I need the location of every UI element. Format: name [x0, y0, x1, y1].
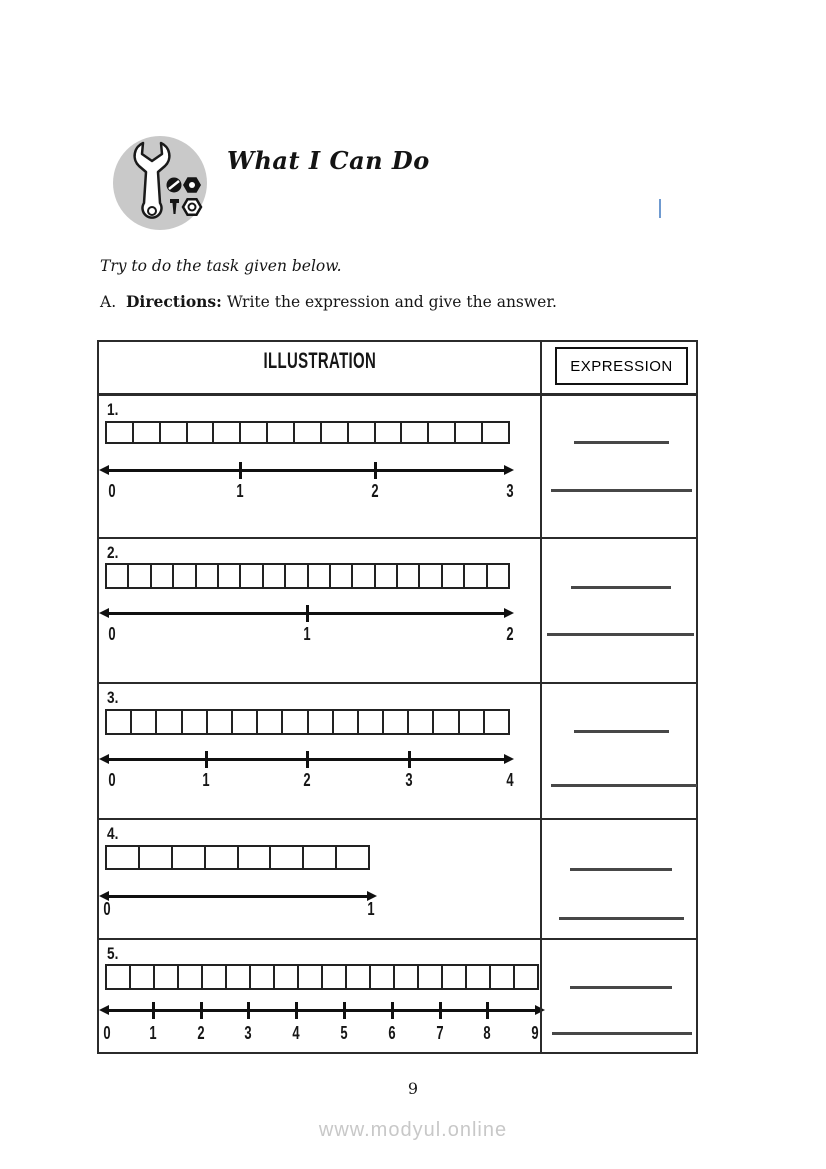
- strip-cell: [174, 565, 196, 587]
- strip-cell: [157, 711, 182, 733]
- strip-cell: [443, 565, 465, 587]
- strip-cell: [107, 966, 131, 988]
- strip-cell: [334, 711, 359, 733]
- column-divider: [540, 342, 542, 1052]
- tick-label: 8: [483, 1023, 491, 1043]
- strip-cell: [241, 423, 268, 442]
- tick-label: 2: [197, 1023, 205, 1043]
- number-line: [107, 1009, 537, 1012]
- strip-cell: [395, 966, 419, 988]
- strip-cell: [131, 966, 155, 988]
- tick-label: 0: [108, 770, 116, 790]
- arrow-right-icon: [504, 754, 514, 764]
- row-number: 5.: [107, 944, 119, 963]
- tick-label: 2: [303, 770, 311, 790]
- strip-cell: [295, 423, 322, 442]
- number-line: [107, 895, 369, 898]
- strip-cell: [323, 966, 347, 988]
- strip-cell: [515, 966, 537, 988]
- strip-cell: [275, 966, 299, 988]
- strip-cell: [309, 565, 331, 587]
- strip-cell: [132, 711, 157, 733]
- strip-cell: [347, 966, 371, 988]
- strip-cell: [456, 423, 483, 442]
- answer-blank: [574, 730, 669, 733]
- tick-mark: [306, 751, 309, 768]
- tick-mark: [247, 1002, 250, 1019]
- strip-cell: [398, 565, 420, 587]
- table-rows: [99, 396, 696, 1056]
- arrow-left-icon: [99, 608, 109, 618]
- fraction-strip: [105, 964, 539, 990]
- strip-cell: [322, 423, 349, 442]
- tick-label: 1: [236, 481, 244, 501]
- strip-cell: [353, 565, 375, 587]
- strip-cell: [429, 423, 456, 442]
- strip-cell: [161, 423, 188, 442]
- row-number: 1.: [107, 400, 119, 419]
- tick-label: 5: [340, 1023, 348, 1043]
- strip-cell: [155, 966, 179, 988]
- directions-text: Write the expression and give the answer.: [221, 293, 557, 311]
- strip-cell: [107, 847, 140, 868]
- fraction-strip: [105, 845, 370, 870]
- strip-cell: [331, 565, 353, 587]
- tick-label: 2: [506, 624, 514, 644]
- strip-cell: [491, 966, 515, 988]
- tick-label: 3: [506, 481, 514, 501]
- strip-cell: [208, 711, 233, 733]
- tick-label: 6: [388, 1023, 396, 1043]
- strip-cell: [286, 565, 308, 587]
- arrow-left-icon: [99, 1005, 109, 1015]
- fraction-strip: [105, 421, 510, 444]
- arrow-right-icon: [504, 465, 514, 475]
- strip-cell: [134, 423, 161, 442]
- arrow-left-icon: [99, 754, 109, 764]
- strip-cell: [419, 966, 443, 988]
- tick-label: 0: [103, 1023, 111, 1043]
- strip-cell: [485, 711, 508, 733]
- directions-prefix: A.: [100, 293, 117, 311]
- number-line: [107, 469, 506, 472]
- tick-label: 0: [108, 481, 116, 501]
- fraction-strip: [105, 709, 510, 735]
- strip-cell: [258, 711, 283, 733]
- strip-cell: [349, 423, 376, 442]
- tick-mark: [306, 605, 309, 622]
- strip-cell: [140, 847, 173, 868]
- wrench-and-nuts-icon: [112, 135, 208, 231]
- row-number: 2.: [107, 543, 119, 562]
- tick-label: 2: [371, 481, 379, 501]
- strip-cell: [376, 423, 403, 442]
- strip-cell: [384, 711, 409, 733]
- answer-blank: [552, 1032, 692, 1035]
- strip-cell: [227, 966, 251, 988]
- strip-cell: [197, 565, 219, 587]
- tick-mark: [408, 751, 411, 768]
- table-row: [99, 539, 696, 684]
- page-number: 9: [407, 1079, 419, 1098]
- strip-cell: [409, 711, 434, 733]
- strip-cell: [188, 423, 215, 442]
- strip-cell: [376, 565, 398, 587]
- fraction-strip: [105, 563, 510, 589]
- illustration-expression-table: [97, 340, 698, 1054]
- tick-label: 3: [405, 770, 413, 790]
- strip-cell: [488, 565, 508, 587]
- tick-label: 1: [202, 770, 210, 790]
- tick-mark: [343, 1002, 346, 1019]
- strip-cell: [239, 847, 272, 868]
- strip-cell: [233, 711, 258, 733]
- answer-blank: [571, 586, 671, 589]
- tick-label: 4: [506, 770, 514, 790]
- strip-cell: [152, 565, 174, 587]
- strip-cell: [179, 966, 203, 988]
- strip-cell: [309, 711, 334, 733]
- tick-label: 7: [436, 1023, 444, 1043]
- strip-cell: [214, 423, 241, 442]
- strip-cell: [371, 966, 395, 988]
- strip-cell: [337, 847, 368, 868]
- strip-cell: [420, 565, 442, 587]
- tick-mark: [200, 1002, 203, 1019]
- row-number: 4.: [107, 824, 119, 843]
- arrow-left-icon: [99, 465, 109, 475]
- strip-cell: [283, 711, 308, 733]
- strip-cell: [271, 847, 304, 868]
- table-row: [99, 820, 696, 940]
- tick-mark: [152, 1002, 155, 1019]
- strip-cell: [107, 711, 132, 733]
- answer-blank: [570, 868, 672, 871]
- intro-text: Try to do the task given below.: [100, 257, 342, 275]
- tick-label: 0: [108, 624, 116, 644]
- watermark: www.modyul.online: [318, 1119, 508, 1141]
- strip-cell: [264, 565, 286, 587]
- strip-cell: [359, 711, 384, 733]
- strip-cell: [467, 966, 491, 988]
- strip-cell: [203, 966, 227, 988]
- tick-mark: [439, 1002, 442, 1019]
- strip-cell: [460, 711, 485, 733]
- answer-blank: [574, 441, 669, 444]
- tick-mark: [486, 1002, 489, 1019]
- tick-label: 1: [303, 624, 311, 644]
- table-row: [99, 940, 696, 1056]
- strip-cell: [241, 565, 263, 587]
- tick-mark: [295, 1002, 298, 1019]
- tick-mark: [391, 1002, 394, 1019]
- strip-cell: [173, 847, 206, 868]
- row-number: 3.: [107, 688, 119, 707]
- strip-cell: [206, 847, 239, 868]
- tick-mark: [205, 751, 208, 768]
- tick-label: 0: [103, 899, 111, 919]
- expression-column-header: EXPRESSION: [555, 347, 688, 385]
- tick-label: 1: [367, 899, 375, 919]
- arrow-right-icon: [504, 608, 514, 618]
- strip-cell: [251, 966, 275, 988]
- answer-blank: [547, 633, 694, 636]
- strip-cell: [107, 423, 134, 442]
- strip-cell: [107, 565, 129, 587]
- table-header-row: [99, 342, 696, 396]
- tick-mark: [239, 462, 242, 479]
- directions-line: [100, 292, 557, 311]
- strip-cell: [304, 847, 337, 868]
- tick-mark: [374, 462, 377, 479]
- text-cursor: [659, 199, 661, 218]
- table-row: [99, 684, 696, 820]
- tick-label: 1: [149, 1023, 157, 1043]
- strip-cell: [219, 565, 241, 587]
- table-row: [99, 396, 696, 539]
- strip-cell: [434, 711, 459, 733]
- tick-label: 4: [292, 1023, 300, 1043]
- answer-blank: [551, 784, 697, 787]
- strip-cell: [299, 966, 323, 988]
- answer-blank: [570, 986, 672, 989]
- strip-cell: [268, 423, 295, 442]
- directions-label: Directions:: [125, 292, 222, 311]
- strip-cell: [129, 565, 151, 587]
- answer-blank: [559, 917, 684, 920]
- answer-blank: [551, 489, 692, 492]
- strip-cell: [443, 966, 467, 988]
- illustration-column-header: ILLUSTRATION: [263, 348, 376, 373]
- strip-cell: [465, 565, 487, 587]
- strip-cell: [483, 423, 508, 442]
- tick-label: 3: [244, 1023, 252, 1043]
- strip-cell: [402, 423, 429, 442]
- strip-cell: [183, 711, 208, 733]
- tick-label: 9: [531, 1023, 539, 1043]
- page-title: What I Can Do: [227, 146, 430, 175]
